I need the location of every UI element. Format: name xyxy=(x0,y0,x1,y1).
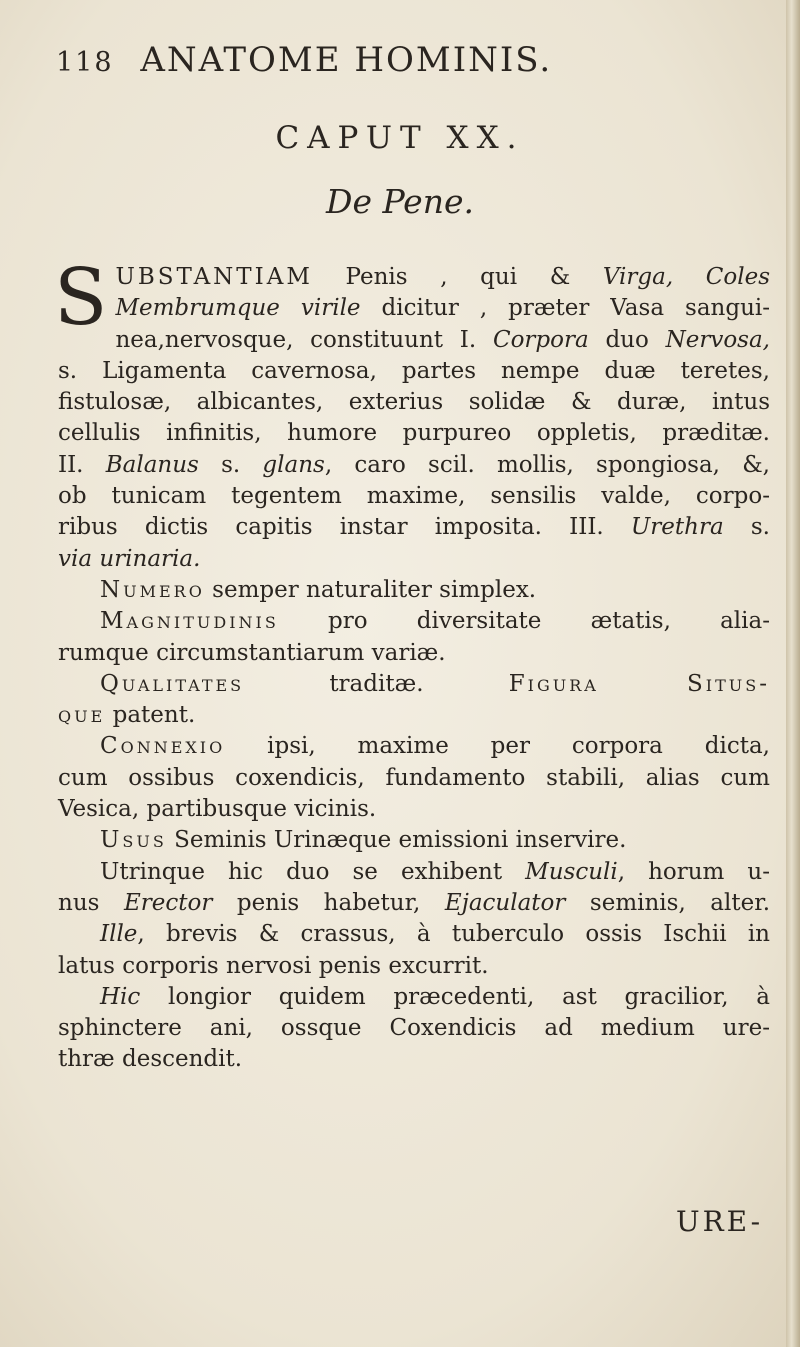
text-line: cellulis infinitis, humore purpureo oppletis, præditæ. xyxy=(58,420,770,447)
text-line: Membrumque virile dicitur , præter Vasa sangui- xyxy=(115,295,771,322)
text-line: thræ descendit. xyxy=(58,1046,243,1073)
text-line: Connexio ipsi, maxime per corpora dicta, xyxy=(100,733,770,760)
chapter-title: CAPUT XX. xyxy=(275,120,525,156)
text-line: nea,nervosque, constituunt I. Corpora duo Nervosa, xyxy=(115,326,770,353)
catchword: URE- xyxy=(676,1205,764,1238)
text-line: cum ossibus coxendicis, fundamento stabili, alias cum xyxy=(58,764,770,791)
text-line: ribus dictis capitis instar imposita. III. Urethra s. xyxy=(58,514,770,541)
text-line: UBSTANTIAM Penis , qui & Virga, Coles xyxy=(115,264,770,290)
text-line: Hic longior quidem præcedenti, ast gracilior, à xyxy=(100,983,770,1010)
drop-cap: S xyxy=(54,253,108,343)
text-line: rumque circumstantiarum variæ. xyxy=(58,639,446,666)
page-number: 118 xyxy=(56,47,114,78)
running-head xyxy=(56,40,676,80)
text-line: Qualitates traditæ. Figura Situs- xyxy=(100,670,770,697)
body-text xyxy=(54,253,771,1076)
text-line: Ille, brevis & crassus, à tuberculo ossis Ischii in xyxy=(100,921,770,948)
chapter-subtitle: De Pene. xyxy=(325,182,474,221)
text-line: ob tunicam tegentem maxime, sensilis valde, corpo- xyxy=(58,483,770,510)
text-line: sphinctere ani, ossque Coxendicis ad medium ure- xyxy=(58,1015,770,1042)
text-line: Numero semper naturaliter simplex. xyxy=(100,576,537,603)
text-line: via urinaria. xyxy=(58,545,201,572)
text-line: s. Ligamenta cavernosa, partes nempe duæ teretes, xyxy=(58,357,770,384)
text-line: Usus Seminis Urinæque emissioni inservire. xyxy=(100,827,627,854)
text-line: Magnitudinis pro diversitate ætatis, alia- xyxy=(100,608,770,635)
text-line: latus corporis nervosi penis excurrit. xyxy=(58,952,489,979)
text-line: Vesica, partibusque vicinis. xyxy=(58,796,377,823)
running-title: ANATOME HOMINIS. xyxy=(140,40,553,80)
text-line: nus Erector penis habetur, Ejaculator seminis, alter. xyxy=(58,889,770,916)
text-line: que patent. xyxy=(58,702,196,729)
text-line: Utrinque hic duo se exhibent Musculi, horum u- xyxy=(100,858,770,885)
text-line: fistulosæ, albicantes, exterius solidæ & duræ, intus xyxy=(58,389,770,416)
text-line: II. Balanus s. glans, caro scil. mollis, spongiosa, &, xyxy=(58,451,770,478)
